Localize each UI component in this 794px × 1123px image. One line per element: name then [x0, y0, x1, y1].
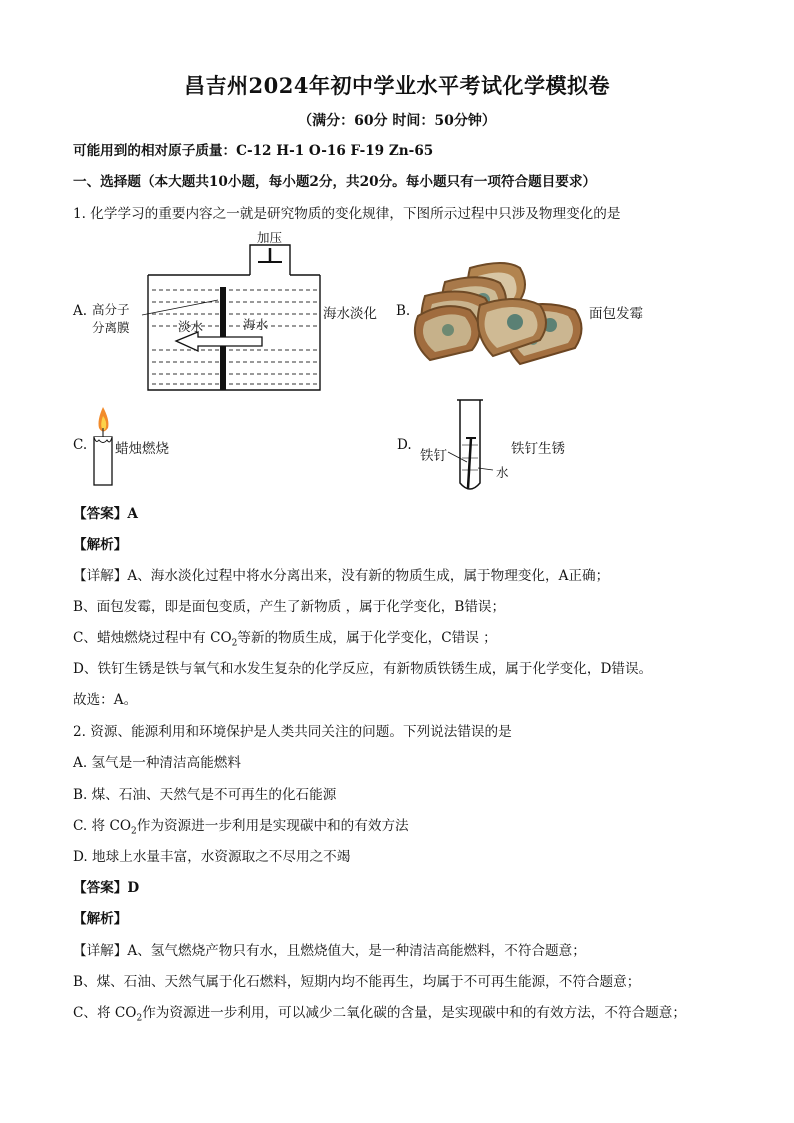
q2-option-b: B. 煤、石油、天然气是不可再生的化石能源: [73, 787, 337, 803]
q2-detail-c: [73, 1004, 686, 1028]
fresh-water-label: 淡水: [178, 319, 204, 334]
q1-detail-a: 【详解】A、海水淡化过程中将水分离出来，没有新的物质生成，属于物理变化，A正确；: [73, 568, 610, 584]
q1-detail-d: D、铁钉生锈是铁与氧气和水发生复杂的化学反应，有新物质铁锈生成，属于化学变化，D错误。: [73, 661, 653, 677]
q2-stem: 2. 资源、能源利用和环境保护是人类共同关注的问题。下列说法错误的是: [73, 724, 512, 740]
q2-option-c-text: C. 将 CO: [73, 818, 132, 834]
membrane-label-line2: 分离膜: [92, 320, 130, 335]
q1-option-a-label: 海水淡化: [323, 306, 377, 322]
q1-answer: 【答案】A: [73, 506, 138, 522]
q1-detail-b: B、面包发霉，即是面包变质，产生了新物质 ，属于化学变化，B错误；: [73, 599, 506, 615]
q1-detail-c-rest: 等新的物质生成，属于化学变化，C错误 ；: [237, 630, 497, 646]
membrane-label-line1: 高分子: [92, 302, 130, 317]
exam-subtitle: （满分：60分 时间：50分钟）: [298, 113, 496, 129]
q2-option-d: D. 地球上水量丰富，水资源取之不尽用之不竭: [73, 849, 351, 865]
q2-detail-a: 【详解】A、氢气燃烧产物只有水，且燃烧值大，是一种清洁高能燃料，不符合题意；: [73, 943, 586, 959]
q1-detail-c: [73, 629, 497, 653]
q2-option-c: [73, 817, 409, 841]
exam-title: 昌吉州2024年初中学业水平考试化学模拟卷: [184, 73, 610, 98]
atomic-masses: 可能用到的相对原子质量：C-12 H-1 O-16 F-19 Zn-65: [73, 143, 434, 159]
q2-option-a: A. 氢气是一种清洁高能燃料: [73, 755, 241, 771]
q2-answer: 【答案】D: [73, 880, 140, 896]
q1-option-c-label: 蜡烛燃烧: [115, 441, 169, 457]
q2-detail-c-rest: 作为资源进一步利用，可以减少二氧化碳的含量，是实现碳中和的有效方法，不符合题意；: [142, 1005, 686, 1021]
q1-option-d-label: 铁钉生锈: [511, 441, 565, 457]
q2-detail-b: B、煤、石油、天然气属于化石燃料，短期内均不能再生，均属于不可再生能源，不符合题意；: [73, 974, 641, 990]
q2-option-c-rest: 作为资源进一步利用是实现碳中和的有效方法: [136, 818, 409, 834]
q1-analysis-heading: 【解析】: [73, 537, 128, 553]
q1-stem: 1. 化学学习的重要内容之一就是研究物质的变化规律，下图所示过程中只涉及物理变化的是: [73, 206, 621, 222]
q1-option-b-letter: B.: [396, 303, 411, 319]
water-label: 水: [496, 465, 509, 480]
q1-conclusion: 故选：A。: [73, 692, 138, 708]
section-heading: 一、选择题（本大题共10小题，每小题2分，共20分。每小题只有一项符合题目要求）: [73, 174, 597, 190]
q2-option-c-subscript: 2: [131, 826, 137, 837]
q1-detail-c-text: C、蜡烛燃烧过程中有 CO: [73, 630, 232, 646]
q1-option-b-label: 面包发霉: [589, 306, 643, 322]
q2-detail-c-subscript: 2: [136, 1013, 143, 1024]
q2-detail-c-text: C、将 CO: [73, 1005, 137, 1021]
q1-option-d-letter: D.: [397, 437, 412, 453]
sea-water-label: 海水: [243, 317, 269, 332]
pressure-label: 加压: [257, 230, 283, 245]
q1-option-c-letter: C.: [73, 437, 88, 453]
nail-label: 铁钉: [420, 448, 447, 464]
q1-option-a-letter: A.: [73, 303, 88, 319]
q2-analysis-heading: 【解析】: [73, 911, 128, 927]
q1-detail-c-subscript: 2: [231, 638, 238, 649]
